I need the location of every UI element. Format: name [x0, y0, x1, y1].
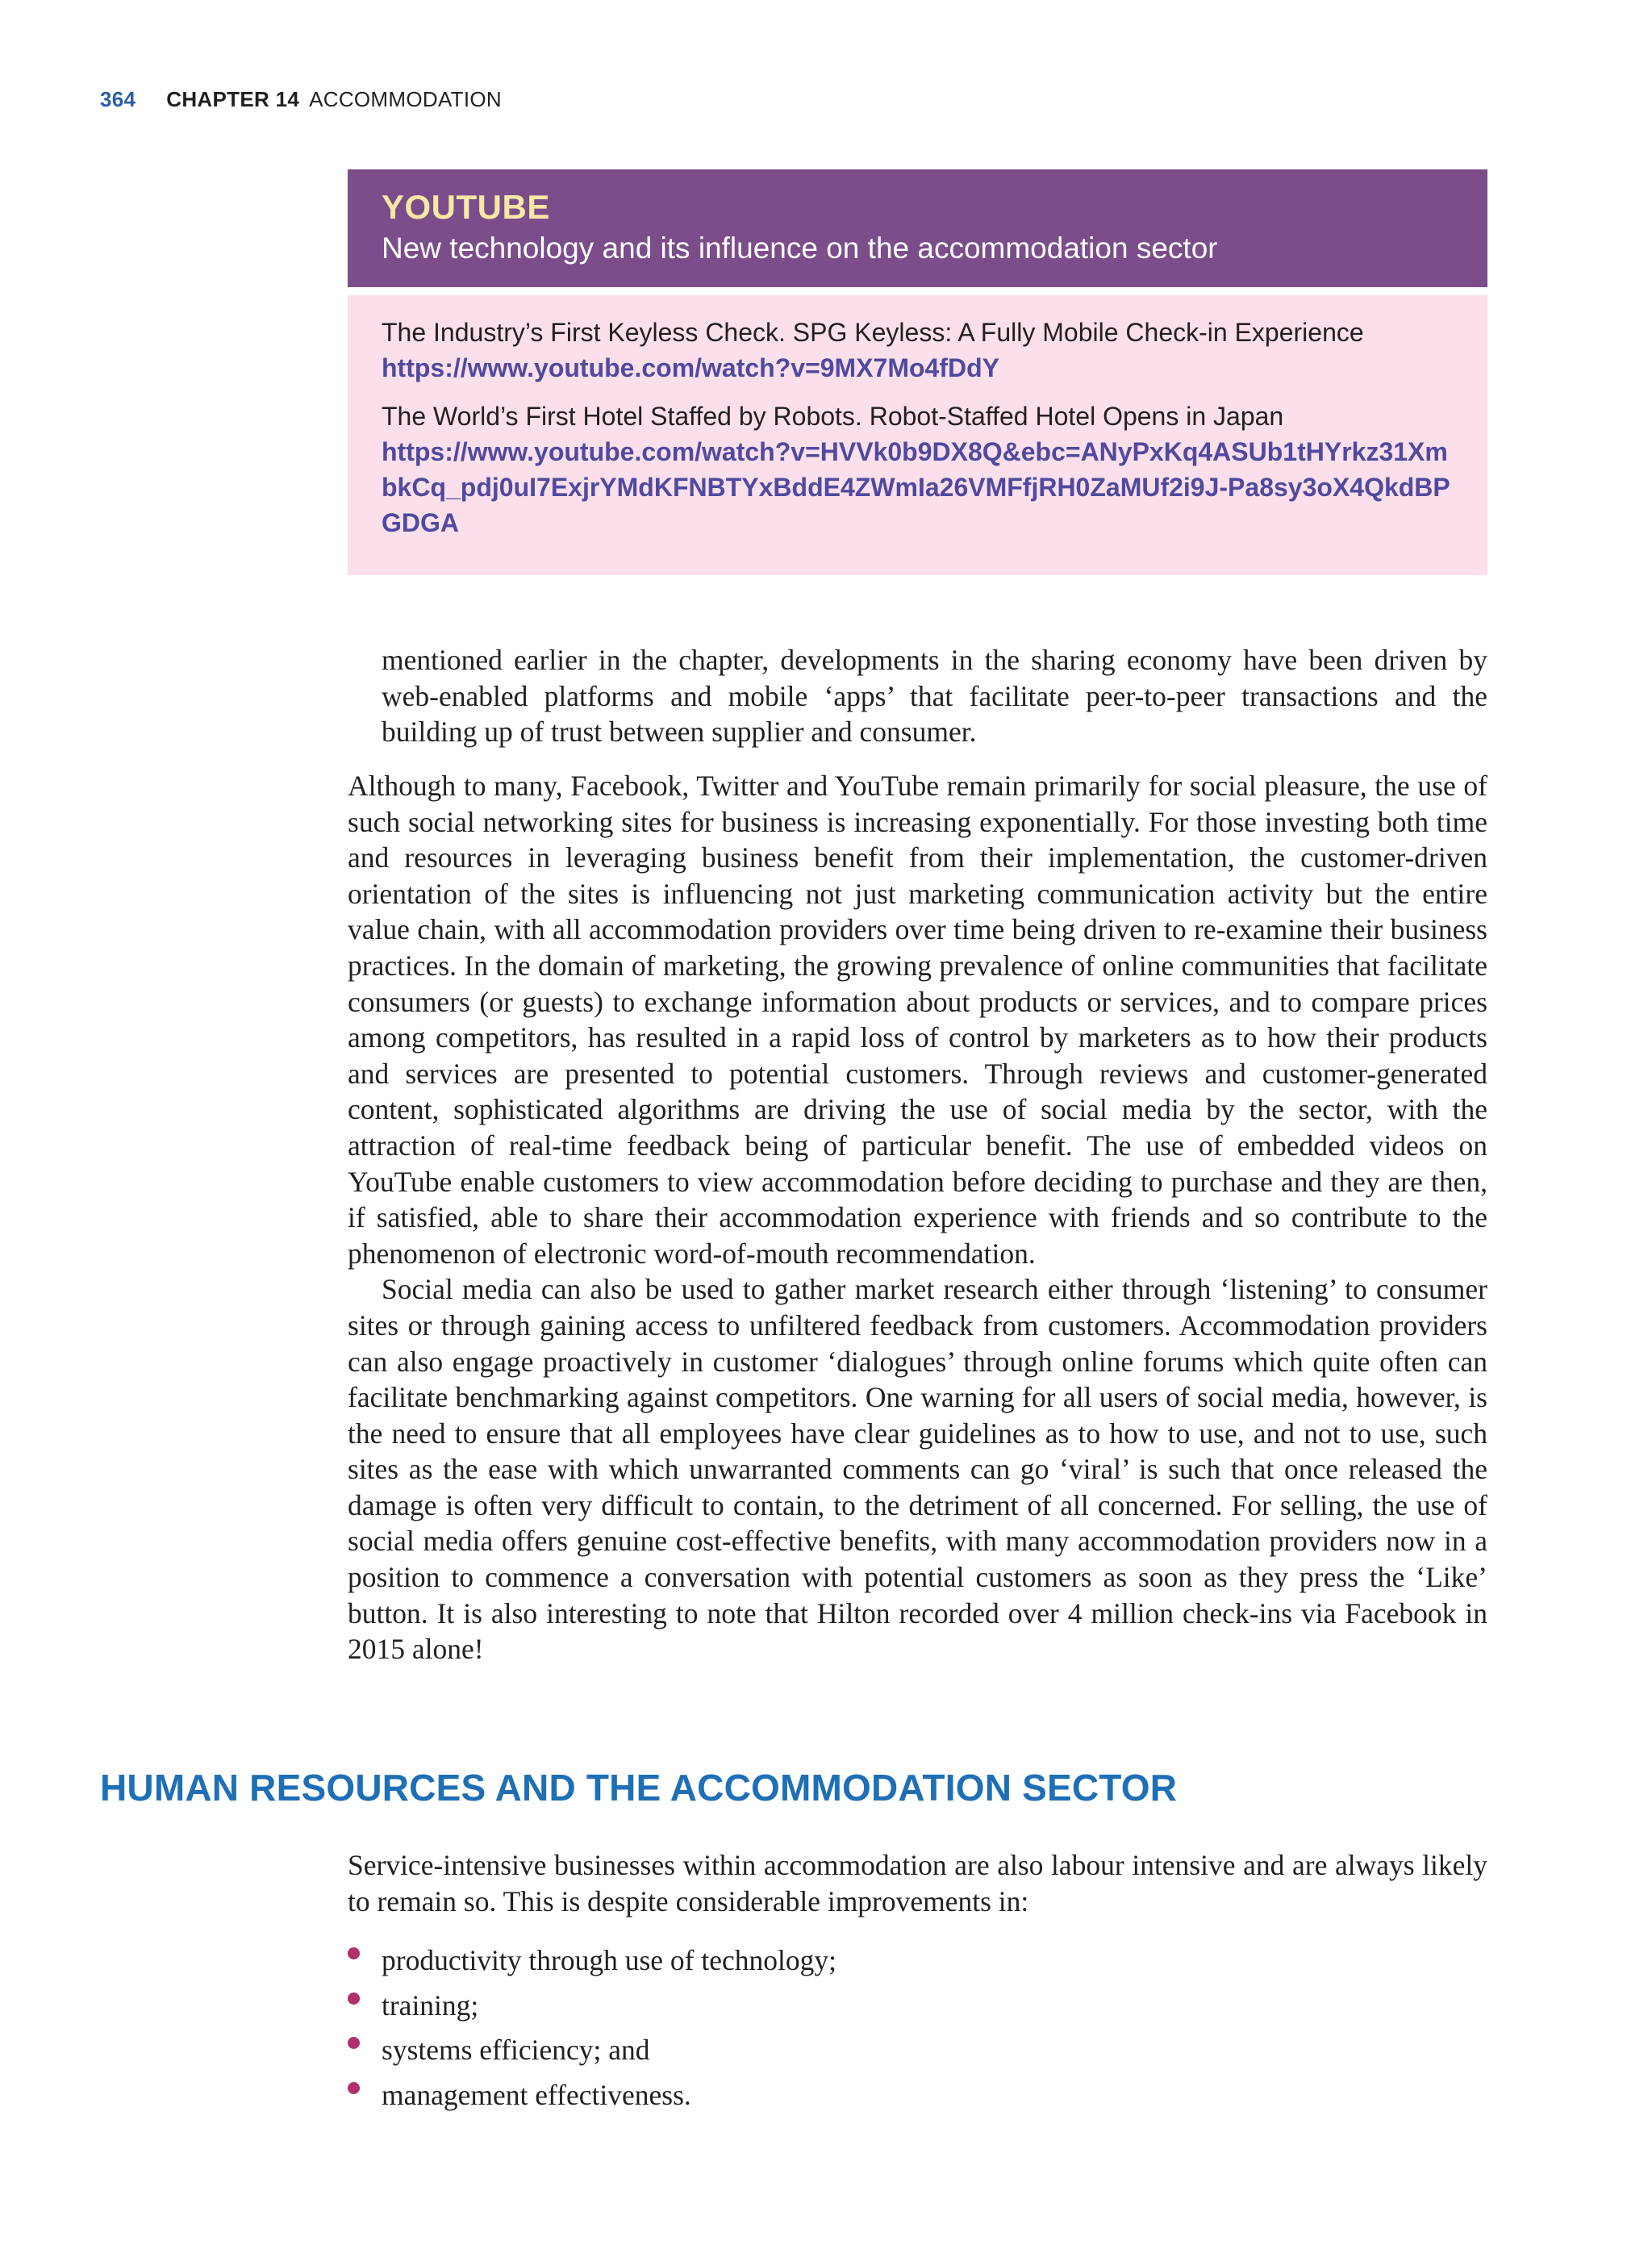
- section-heading: HUMAN RESOURCES AND THE ACCOMMODATION SECTOR: [100, 1767, 1178, 1809]
- youtube-item-link[interactable]: https://www.youtube.com/watch?v=HVVk0b9DX8Q&ebc=ANyPxKq4ASUb1tHYrkz31XmbkCq_pdj0uI7ExjrYMdKFNBTYxBddE4ZWmIa26VMFfjRH0ZaMUf2i9J-Pa8sy3oX4QkdBPGDGA: [382, 437, 1450, 537]
- continued-paragraph: mentioned earlier in the chapter, developments in the sharing economy have been driven by web-enabled platforms and mobile ‘apps’ that facilitate peer-to-peer transactions and the building up of trust between supplier and consumer.: [382, 644, 1487, 749]
- youtube-box-divider: [348, 287, 1487, 295]
- list-item-text: training;: [382, 1988, 479, 2022]
- running-head: [100, 87, 502, 119]
- section-intro-block: [348, 1847, 1487, 1919]
- chapter-label: CHAPTER 14: [166, 87, 300, 111]
- list-item-text: productivity through use of technology;: [382, 1944, 836, 1976]
- youtube-item-title: The World’s First Hotel Staffed by Robots. Robot-Staffed Hotel Opens in Japan: [382, 402, 1284, 431]
- bullet-dot-icon: [348, 2024, 382, 2059]
- bullet-dot-icon: [348, 1980, 382, 2015]
- bullet-dot-icon: [348, 2069, 382, 2105]
- list-item: [348, 1934, 1487, 1980]
- chapter-title: ACCOMMODATION: [309, 87, 502, 111]
- list-item-text: systems efficiency; and: [382, 2034, 650, 2066]
- youtube-box-label: YOUTUBE: [382, 188, 550, 226]
- youtube-item: [382, 399, 1454, 540]
- continued-paragraph-block: [348, 642, 1487, 750]
- youtube-box-header: [348, 169, 1487, 287]
- list-item: [348, 2024, 1487, 2069]
- bullet-list: [348, 1934, 1487, 2114]
- body-text: [348, 768, 1487, 1667]
- body-paragraph-2: Social media can also be used to gather market research either through ‘listening’ to consumer sites or through gaining access to unfiltered feedback from customers. Accommodation providers can also engage proactively in customer ‘dialogues’ through online forums which quite often can facilitate benchmarking against competitors. One warning for all users of social media, however, is the need to ensure that all employees have clear guidelines as to how to use, and not to use, such sites as the ease with which unwarranted comments can go ‘viral’ is such that once released the damage is often very difficult to contain, to the detriment of all concerned. For selling, the use of social media offers genuine cost-effective benefits, with many accommodation providers now in a position to commence a conversation with potential customers as soon as they press the ‘Like’ button. It is also interesting to note that Hilton recorded over 4 million check-ins via Facebook in 2015 alone!: [348, 1273, 1487, 1666]
- youtube-item-title: The Industry’s First Keyless Check. SPG Keyless: A Fully Mobile Check-in Experience: [382, 318, 1364, 347]
- youtube-box-subtitle: New technology and its influence on the accommodation sector: [382, 232, 1218, 265]
- list-item: [348, 1980, 1487, 2025]
- youtube-box-content: [348, 295, 1487, 540]
- list-item: [348, 2069, 1487, 2114]
- body-paragraph-1: Although to many, Facebook, Twitter and YouTube remain primarily for social pleasure, the use of such social networking sites for business is increasing exponentially. For those investing both time and resources in leveraging business benefit from their implementation, the customer-driven orientation of the sites is influencing not just marketing communication activity but the entire value chain, with all accommodation providers over time being driven to re-examine their business practices. In the domain of marketing, the growing prevalence of online communities that facilitate consumers (or guests) to exchange information about products or services, and to compare prices among competitors, has resulted in a rapid loss of control by marketers as to how their products and services are presented to potential customers. Through reviews and customer-generated content, sophisticated algorithms are driving the use of social media by the sector, with the attraction of real-time feedback being of particular benefit. The use of embedded videos on YouTube enable customers to view accommodation before deciding to purchase and they are then, if satisfied, able to share their accommodation experience with friends and so contribute to the phenomenon of electronic word-of-mouth recommendation.: [348, 770, 1487, 1270]
- section-intro: Service-intensive businesses within accommodation are also labour intensive and are always likely to remain so. This is despite considerable improvements in:: [348, 1849, 1487, 1917]
- youtube-item: [382, 315, 1454, 386]
- list-item-text: management effectiveness.: [382, 2078, 691, 2111]
- youtube-box: [348, 169, 1487, 575]
- youtube-item-link[interactable]: https://www.youtube.com/watch?v=9MX7Mo4fDdY: [382, 353, 999, 382]
- page-number: 364: [100, 87, 136, 111]
- bullet-dot-icon: [348, 1934, 382, 1970]
